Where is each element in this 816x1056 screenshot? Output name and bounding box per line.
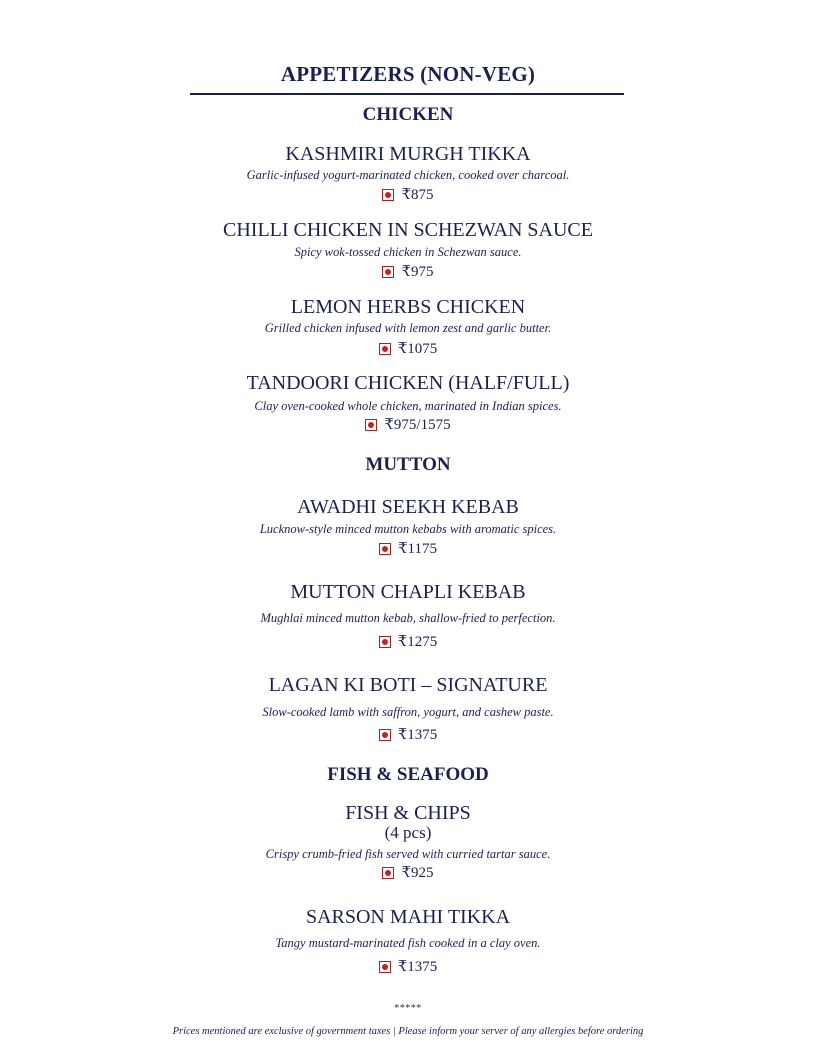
item-price: ₹1175 <box>398 541 437 557</box>
non-veg-icon <box>379 636 391 648</box>
item-description: Garlic-infused yogurt-marinated chicken, cooked over charcoal. <box>246 168 570 182</box>
item-price-row <box>0 262 816 281</box>
non-veg-icon <box>365 419 377 431</box>
item-name: SARSON MAHI TIKKA <box>305 906 511 928</box>
item-price: ₹1375 <box>397 727 438 743</box>
item-name: KASHMIRI MURGH TIKKA <box>285 143 531 165</box>
non-veg-icon <box>379 343 391 355</box>
item-price-row <box>0 863 816 882</box>
item-description: Slow-cooked lamb with saffron, yogurt, and cashew paste. <box>262 705 554 719</box>
item-price-row <box>0 539 816 558</box>
page-title: APPETIZERS (NON-VEG) <box>280 62 536 86</box>
item-price-row <box>0 957 816 976</box>
section-heading-fish-seafood: FISH & SEAFOOD <box>327 764 489 785</box>
item-name: AWADHI SEEKH KEBAB <box>297 496 519 518</box>
item-name: LAGAN KI BOTI – SIGNATURE <box>268 674 548 696</box>
item-description: Clay oven-cooked whole chicken, marinated in Indian spices. <box>254 399 562 413</box>
item-price: ₹1275 <box>397 634 438 650</box>
item-description: Spicy wok-tossed chicken in Schezwan sauce. <box>294 245 522 259</box>
non-veg-icon <box>379 729 391 741</box>
item-price-row <box>0 725 816 744</box>
item-price: ₹925 <box>401 865 434 881</box>
non-veg-icon <box>382 189 394 201</box>
item-description: Crispy crumb-fried fish served with curried tartar sauce. <box>265 847 551 861</box>
item-description: Tangy mustard-marinated fish cooked in a clay oven. <box>275 936 541 950</box>
non-veg-icon <box>379 961 391 973</box>
footer-separator: ***** <box>394 1003 422 1014</box>
item-name: TANDOORI CHICKEN (HALF/FULL) <box>246 372 570 394</box>
item-price: ₹975/1575 <box>384 417 451 433</box>
item-portion: (4 pcs) <box>384 823 432 842</box>
section-heading-mutton: MUTTON <box>365 454 451 475</box>
item-name: MUTTON CHAPLI KEBAB <box>290 581 526 603</box>
item-name: CHILLI CHICKEN IN SCHEZWAN SAUCE <box>223 219 593 241</box>
item-description: Mughlai minced mutton kebab, shallow-fried to perfection. <box>260 611 556 625</box>
item-name: LEMON HERBS CHICKEN <box>290 296 526 318</box>
item-price: ₹875 <box>401 187 434 203</box>
non-veg-icon <box>379 543 391 555</box>
item-price: ₹1075 <box>397 341 438 357</box>
item-price: ₹975 <box>401 264 434 280</box>
item-price-row <box>0 185 816 204</box>
item-price-row <box>0 632 816 651</box>
non-veg-icon <box>382 266 394 278</box>
item-price: ₹1375 <box>397 959 438 975</box>
item-price-row <box>0 339 816 358</box>
item-description: Lucknow-style minced mutton kebabs with aromatic spices. <box>259 522 557 536</box>
section-heading-chicken: CHICKEN <box>362 104 454 125</box>
footer-note: Prices mentioned are exclusive of government taxes | Please inform your server of any allergies before ordering <box>172 1026 644 1037</box>
item-description: Grilled chicken infused with lemon zest and garlic butter. <box>264 321 552 335</box>
item-name: FISH & CHIPS <box>345 802 471 824</box>
non-veg-icon <box>382 867 394 879</box>
item-price-row <box>0 415 816 434</box>
title-divider <box>190 93 624 95</box>
